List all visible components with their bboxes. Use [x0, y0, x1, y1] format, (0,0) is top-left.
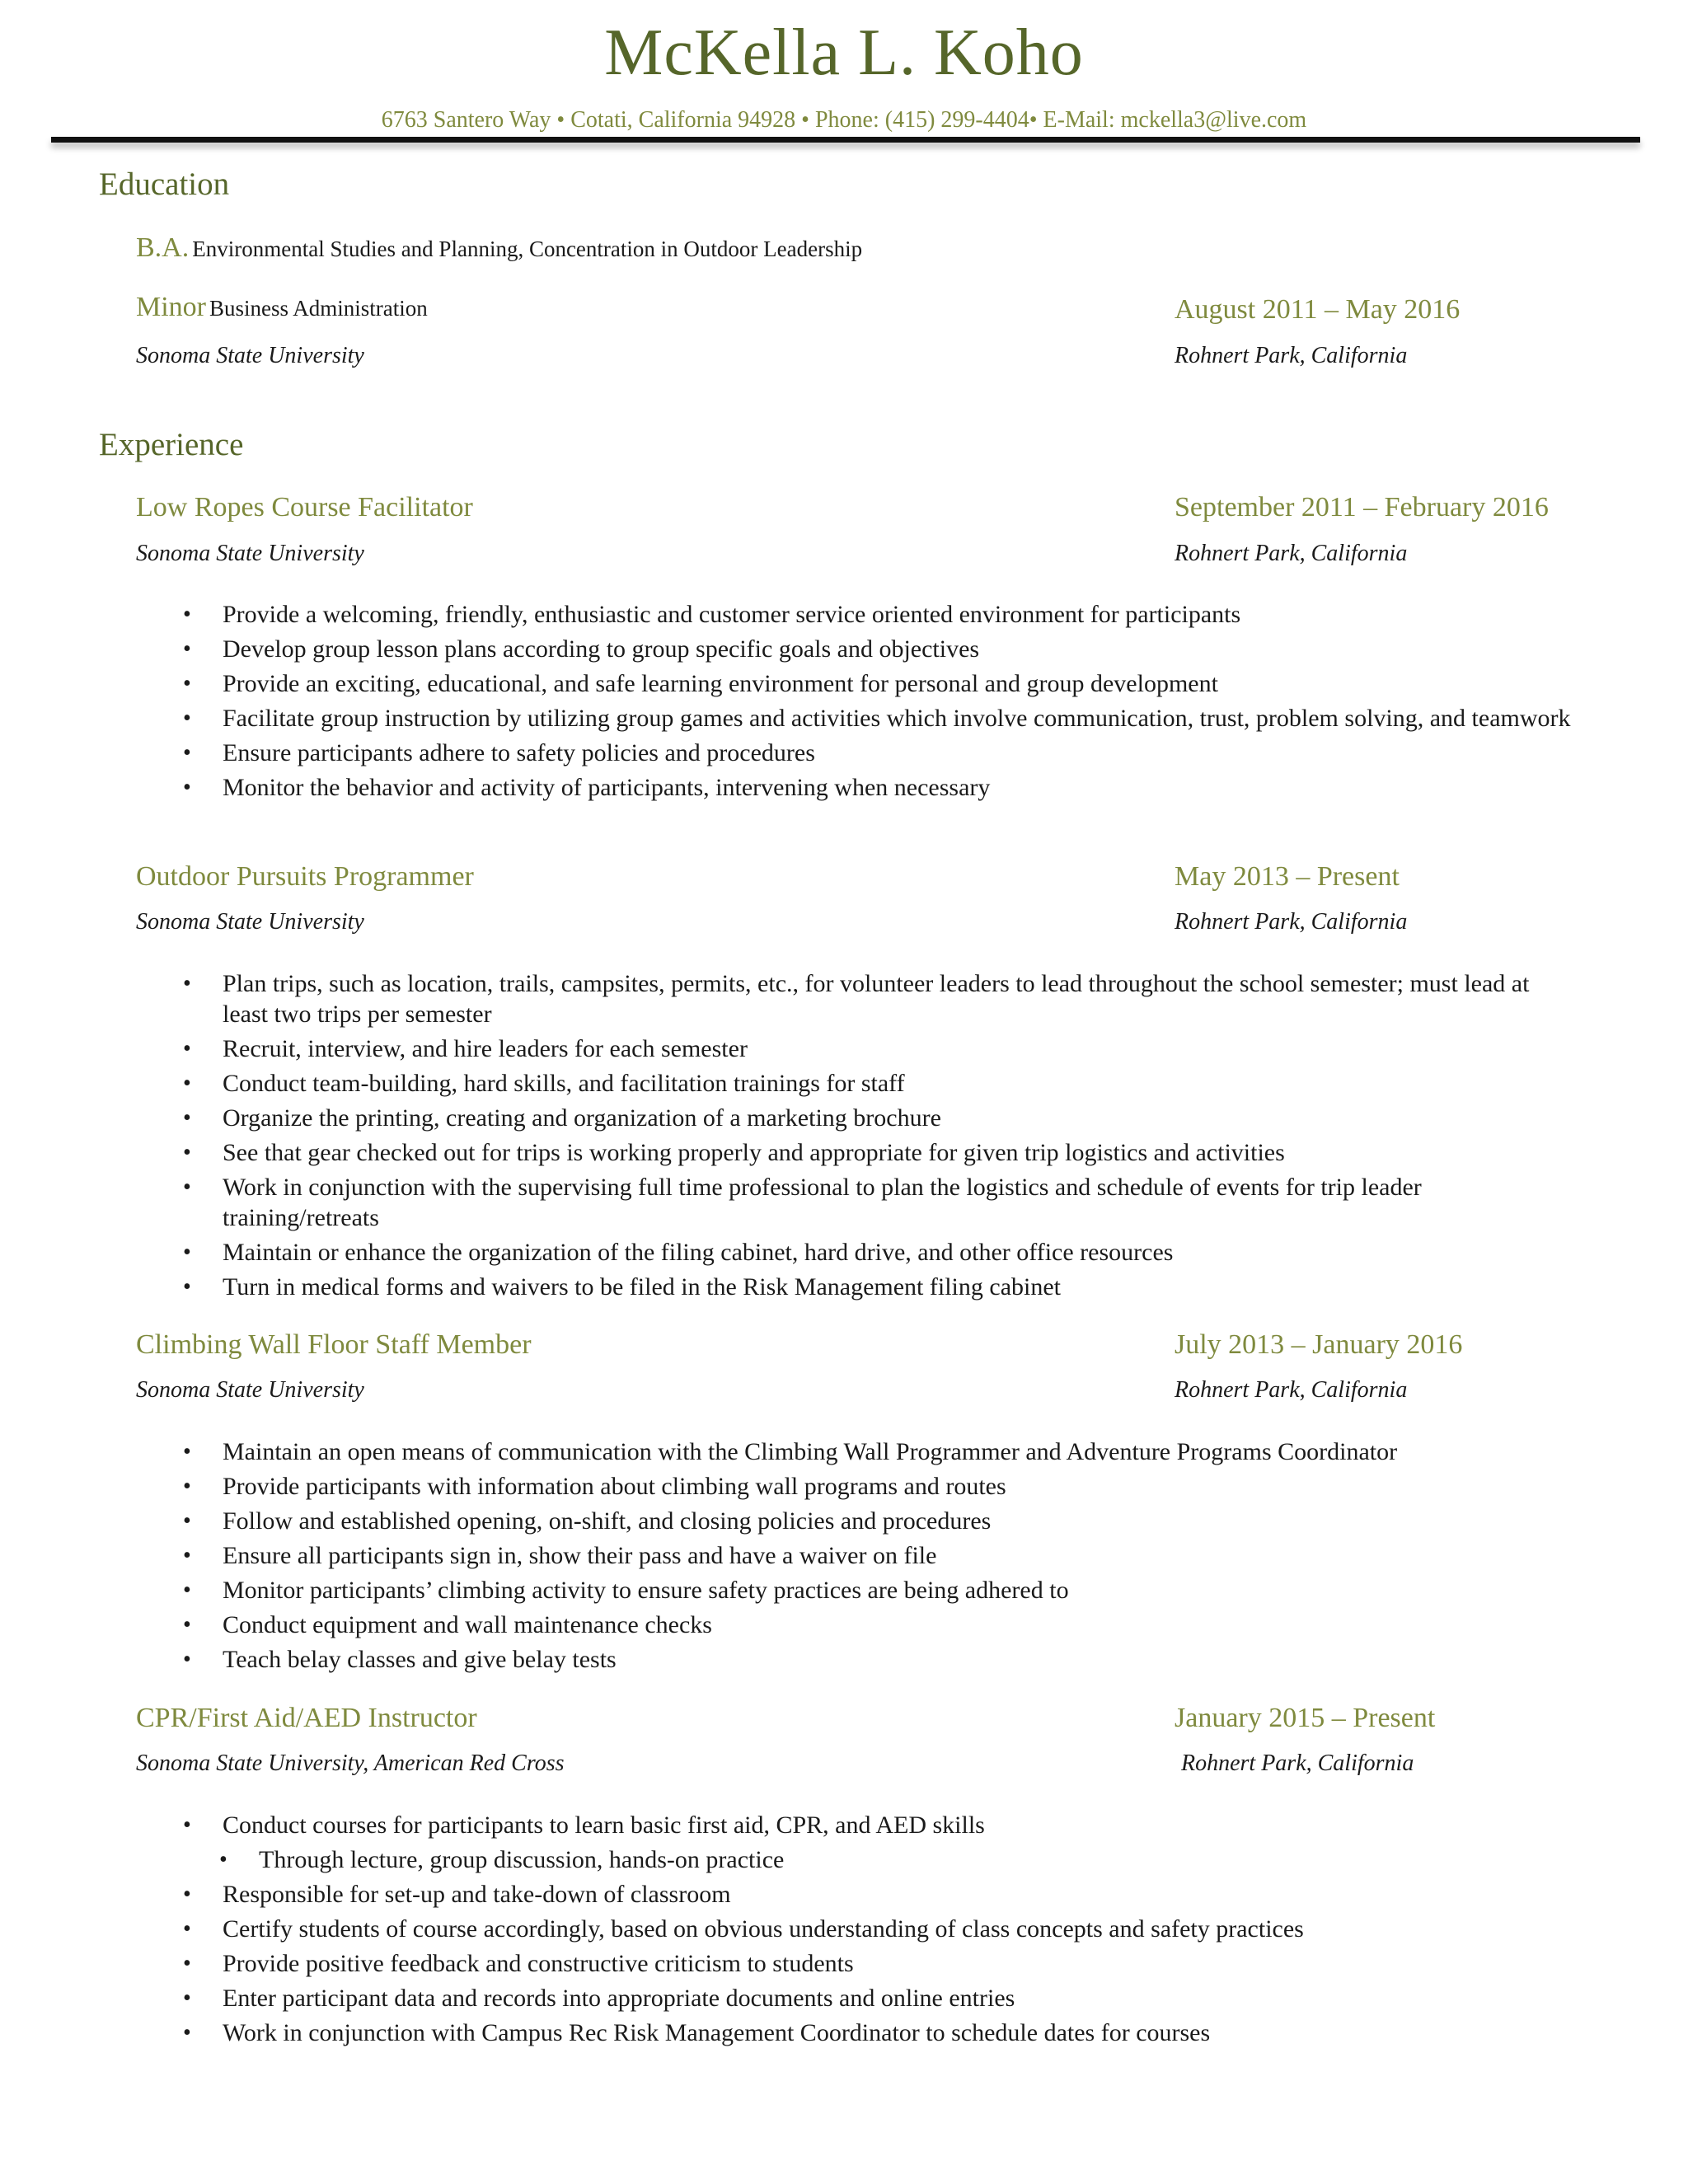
minor-text: Business Administration — [209, 296, 428, 321]
degree-label: B.A. — [136, 232, 190, 263]
school-name: Sonoma State University — [136, 343, 364, 368]
list-item: • Maintain or enhance the organization of the filing cabinet, hard drive, and other office resources — [183, 1237, 1576, 1268]
contact-line: 6763 Santero Way • Cotati, California 94928 • Phone: (415) 299-4404• E-Mail: mckella3@live.com — [381, 107, 1307, 133]
job-header — [136, 859, 1570, 895]
job-org-row — [136, 1374, 1570, 1410]
header-divider — [51, 137, 1640, 143]
list-item: • Plan trips, such as location, trails, campsites, permits, etc., for volunteer leaders to lead throughout the school semester; must lead at least two trips per semester — [183, 968, 1576, 1029]
list-item: • Monitor participants’ climbing activity to ensure safety practices are being adhered to — [183, 1575, 1576, 1605]
education-dates: August 2011 – May 2016 — [1175, 294, 1461, 325]
job-title: Climbing Wall Floor Staff Member — [136, 1329, 532, 1360]
list-item: • Provide an exciting, educational, and safe learning environment for personal and group development — [183, 668, 1576, 699]
job-title: Low Ropes Course Facilitator — [136, 492, 473, 523]
job-org: Sonoma State University — [136, 909, 364, 935]
job-bullets — [183, 968, 1576, 1306]
job-location: Rohnert Park, California — [1175, 1377, 1408, 1403]
list-item: • Certify students of course accordingly, based on obvious understanding of class concepts and safety practices — [183, 1914, 1576, 1944]
list-item: • Monitor the behavior and activity of participants, intervening when necessary — [183, 772, 1576, 803]
list-item: • Conduct equipment and wall maintenance checks — [183, 1610, 1576, 1640]
list-item: • Enter participant data and records into appropriate documents and online entries — [183, 1983, 1576, 2013]
job-header — [136, 1700, 1570, 1736]
list-item: • Responsible for set-up and take-down of classroom — [183, 1879, 1576, 1910]
job-header — [136, 490, 1570, 526]
list-item: • Facilitate group instruction by utilizing group games and activities which involve communication, trust, problem solving, and teamwork — [183, 703, 1576, 733]
resume-name: McKella L. Koho — [604, 16, 1084, 89]
list-item: • Provide positive feedback and constructive criticism to students — [183, 1948, 1576, 1979]
list-item: • Follow and established opening, on-shift, and closing policies and procedures — [183, 1506, 1576, 1536]
section-title-experience: Experience — [99, 427, 244, 462]
job-dates: July 2013 – January 2016 — [1175, 1329, 1463, 1360]
list-item: • Organize the printing, creating and organization of a marketing brochure — [183, 1103, 1576, 1133]
list-item: • Conduct courses for participants to learn basic first aid, CPR, and AED skills — [183, 1810, 1576, 1840]
section-title-education: Education — [99, 166, 230, 202]
job-location: Rohnert Park, California — [1175, 541, 1408, 566]
minor-label: Minor — [136, 292, 206, 322]
job-location: Rohnert Park, California — [1175, 909, 1408, 935]
degree-text: Environmental Studies and Planning, Concentration in Outdoor Leadership — [192, 237, 863, 261]
list-item: • Provide a welcoming, friendly, enthusiastic and customer service oriented environment for participants — [183, 599, 1576, 630]
job-org-row — [136, 537, 1570, 574]
job-title: Outdoor Pursuits Programmer — [136, 861, 474, 892]
minor-row — [136, 292, 1570, 328]
job-dates: January 2015 – Present — [1175, 1703, 1436, 1733]
list-item: • Teach belay classes and give belay tests — [183, 1644, 1576, 1675]
job-org: Sonoma State University — [136, 541, 364, 566]
list-item: • Work in conjunction with Campus Rec Risk Management Coordinator to schedule dates for courses — [183, 2018, 1576, 2048]
list-item: • Develop group lesson plans according to group specific goals and objectives — [183, 634, 1576, 664]
school-location: Rohnert Park, California — [1175, 343, 1408, 368]
job-title: CPR/First Aid/AED Instructor — [136, 1703, 477, 1733]
job-bullets — [183, 599, 1576, 807]
list-item: • Provide participants with information about climbing wall programs and routes — [183, 1471, 1576, 1502]
list-item: • Recruit, interview, and hire leaders for each semester — [183, 1033, 1576, 1064]
job-bullets — [183, 1436, 1576, 1679]
list-item: • Conduct team-building, hard skills, and facilitation trainings for staff — [183, 1068, 1576, 1099]
list-item: • Work in conjunction with the supervising full time professional to plan the logistics and schedule of events for trip leader training/retreats — [183, 1172, 1576, 1233]
job-bullets — [183, 1810, 1576, 2052]
list-item: • Turn in medical forms and waivers to be filed in the Risk Management filing cabinet — [183, 1272, 1576, 1302]
job-org-row — [136, 1747, 1570, 1783]
school-row — [136, 340, 1570, 376]
job-dates: May 2013 – Present — [1175, 861, 1400, 892]
job-org: Sonoma State University, American Red Cross — [136, 1750, 565, 1776]
list-item: • Maintain an open means of communication with the Climbing Wall Programmer and Adventure Programs Coordinator — [183, 1436, 1576, 1467]
job-org-row — [136, 906, 1570, 942]
job-org: Sonoma State University — [136, 1377, 364, 1403]
degree-row — [136, 232, 1570, 269]
job-location: Rohnert Park, California — [1181, 1750, 1414, 1776]
job-dates: September 2011 – February 2016 — [1175, 492, 1549, 523]
job-header — [136, 1327, 1570, 1363]
list-item: • See that gear checked out for trips is working properly and appropriate for given trip logistics and activities — [183, 1137, 1576, 1168]
list-item-sub: • Through lecture, group discussion, hands-on practice — [183, 1844, 1576, 1875]
list-item: • Ensure all participants sign in, show their pass and have a waiver on file — [183, 1540, 1576, 1571]
list-item: • Ensure participants adhere to safety policies and procedures — [183, 738, 1576, 768]
